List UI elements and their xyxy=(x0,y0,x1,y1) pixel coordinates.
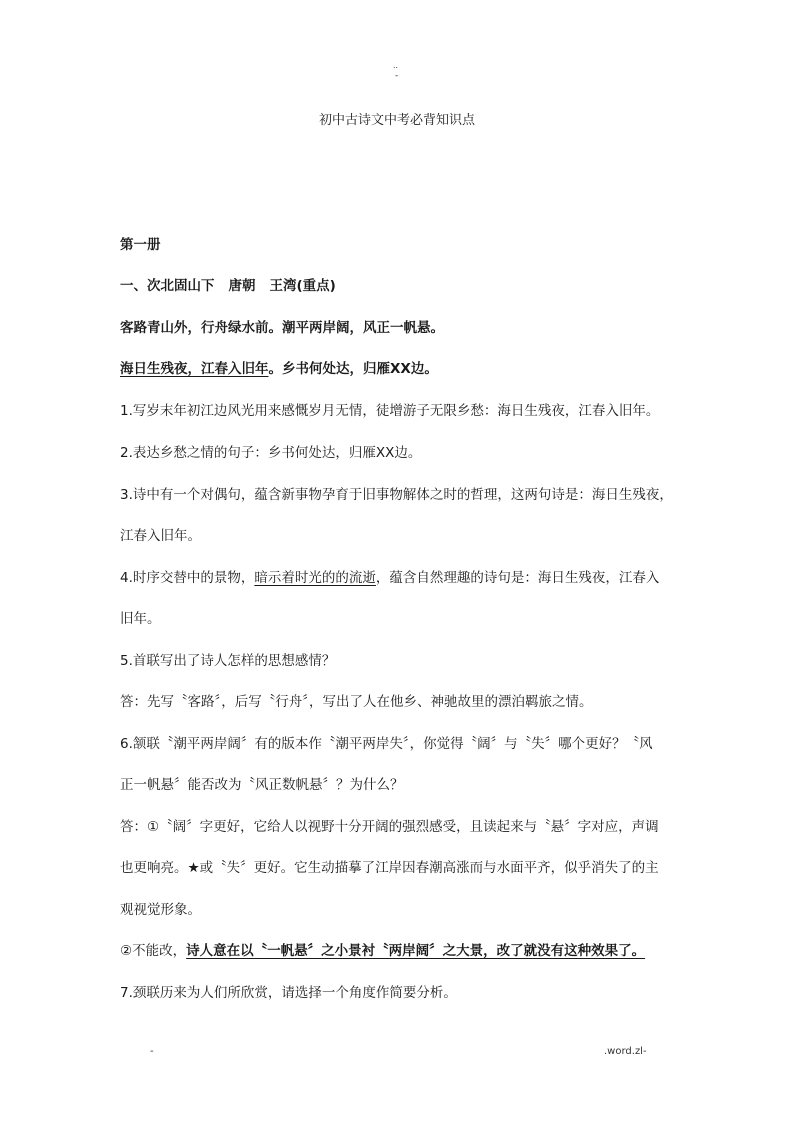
page-title: 初中古诗文中考必背知识点 xyxy=(318,113,475,128)
answer-6-line-2: 也更响亮。★或〝失〞更好。它生动描摹了江岸因春潮高涨而与水面平齐，似乎消失了的主 xyxy=(120,860,659,876)
verse-line-1: 客路青山外，行舟绿水前。潮平两岸阔，风正一帆悬。 xyxy=(120,320,444,336)
poem-name: 一、次北固山下 xyxy=(120,278,215,294)
question-7: 7.颈联历来为人们所欣赏，请选择一个角度作简要分析。 xyxy=(120,985,457,1001)
poem-dynasty: 唐朝 xyxy=(228,278,256,294)
poem-author: 王湾(重点) xyxy=(269,278,336,294)
question-4-underlined: 暗示着时光的的流逝 xyxy=(254,570,376,586)
question-6-line-1: 6.颔联〝潮平两岸阔〞有的版本作〝潮平两岸失〞，你觉得〝阔〞与〝失〞哪个更好？〝风 xyxy=(120,736,653,752)
footer-right: .word.zl- xyxy=(604,1046,647,1057)
question-3-line-1: 3.诗中有一个对偶句，蕴含新事物孕育于旧事物解体之时的哲理，这两句诗是：海日生残夜， xyxy=(120,487,673,503)
answer-6-line-1: 答：①〝阔〞字更好，它给人以视野十分开阔的强烈感受，且读起来与〝悬〞字对应，声调 xyxy=(120,819,659,835)
answer-6-pre: ②不能改， xyxy=(120,943,187,959)
verse-line-2-rest: 。乡书何处达，归雁XX边。 xyxy=(268,361,438,377)
answer-6-line-4 xyxy=(120,941,645,961)
volume-heading: 第一册 xyxy=(120,237,161,253)
answer-5: 答：先写〝客路〞，后写〝行舟〞，写出了人在他乡、神驰故里的漂泊羁旅之情。 xyxy=(120,694,593,710)
question-1: 1.写岁末年初江边风光用来感慨岁月无情，徒增游子无限乡愁：海日生残夜，江春入旧年。 xyxy=(120,403,660,419)
footer-left: - xyxy=(150,1046,154,1057)
question-6-line-2: 正一帆悬〞能否改为〝风正数帆悬〞？为什么？ xyxy=(120,777,404,793)
question-4-line-1 xyxy=(120,568,659,588)
poem-heading xyxy=(120,276,336,296)
verse-line-2-underlined: 海日生残夜，江春入旧年 xyxy=(120,361,269,377)
verse-line-2 xyxy=(120,359,438,379)
question-2: 2.表达乡愁之情的句子：乡书何处达，归雁XX边。 xyxy=(120,445,422,461)
header-dots: .. xyxy=(393,61,399,70)
question-4-line-2: 旧年。 xyxy=(120,611,161,627)
question-4-pre: 4.时序交替中的景物， xyxy=(120,570,255,586)
question-3-line-2: 江春入旧年。 xyxy=(120,528,201,544)
question-4-post: ，蕴含自然理趣的诗句是：海日生残夜，江春入 xyxy=(375,570,660,586)
question-5: 5.首联写出了诗人怎样的思想感情？ xyxy=(120,653,336,669)
answer-6-underlined: 诗人意在以〝一帆悬〞之小景衬〝两岸阔〞之大景，改了就没有这种效果了。 xyxy=(186,943,646,959)
answer-6-line-3: 观视觉形象。 xyxy=(120,902,201,918)
header-dash: - xyxy=(395,71,399,81)
